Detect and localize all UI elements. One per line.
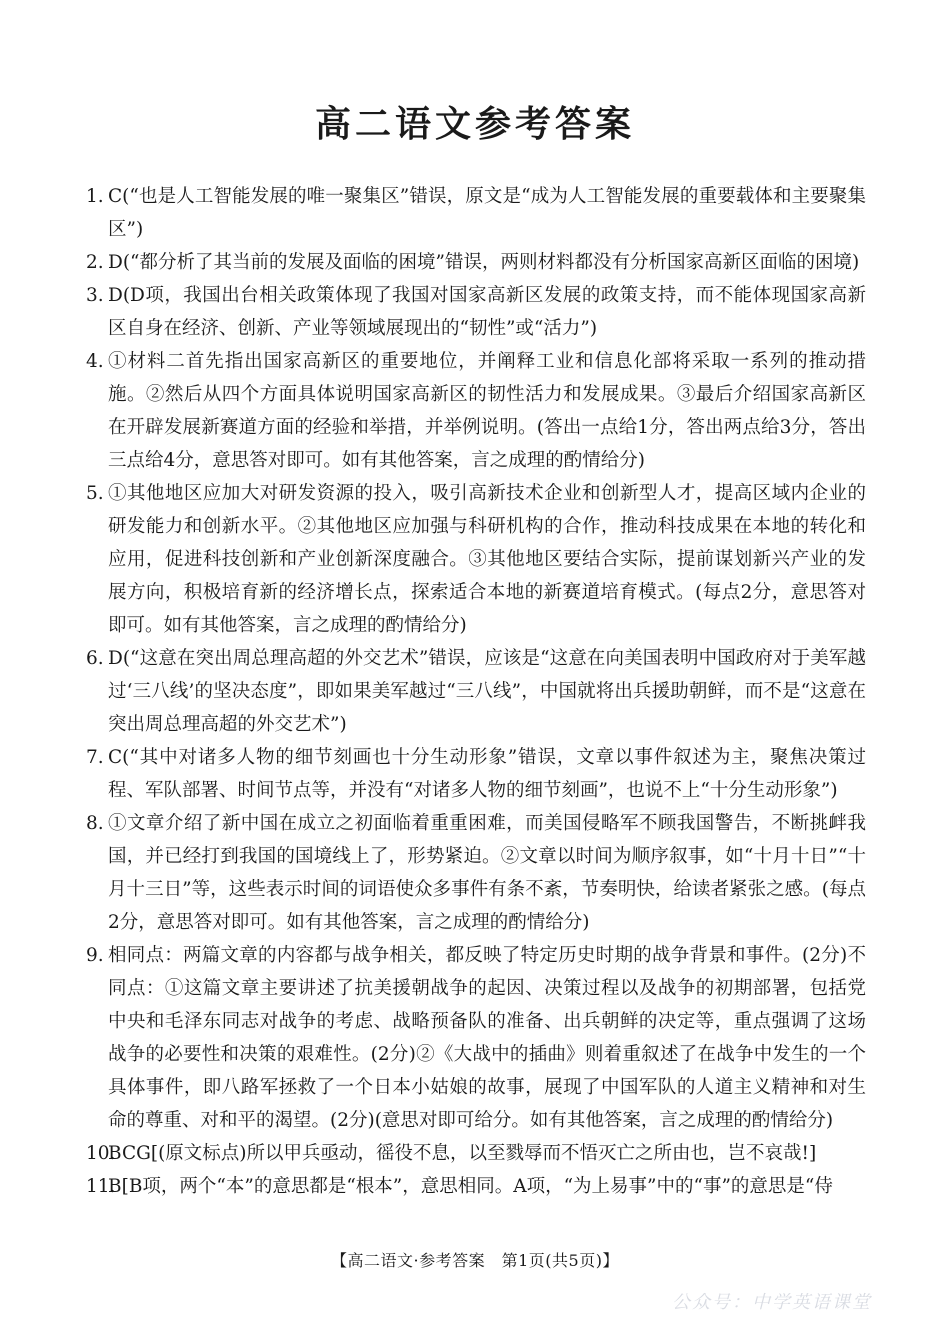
item-text: C(“其中对诸多人物的细节刻画也十分生动形象”错误，文章以事件叙述为主，聚焦决策过程、军队部署、时间节点等，并没有“对诸多人物的细节刻画”，也说不上“十分生动形象”) bbox=[108, 747, 866, 801]
item-text: ①其他地区应加大对研发资源的投入，吸引高新技术企业和创新型人才，提高区域内企业的研发能力和创新水平。②其他地区应加强与科研机构的合作，推动科技成果在本地的转化和应用，促进科技创新和产业创新深度融合。③其他地区要结合实际，提前谋划新兴产业的发展方向，积极培育新的经济增长点，探索适合本地的新赛道培育模式。(每点2分，意思答对即可。如有其他答案，言之成理的酌情给分) bbox=[108, 483, 866, 636]
item-number: 7. bbox=[86, 747, 104, 768]
item-text: BCG[(原文标点)所以甲兵亟动，徭役不息，以至戮辱而不悟灭亡之所由也，岂不哀哉!] bbox=[108, 1143, 817, 1164]
item-text: ①文章介绍了新中国在成立之初面临着重重困难，而美国侵略军不顾我国警告，不断挑衅我国，并已经打到我国的国境线上了，形势紧迫。②文章以时间为顺序叙事，如“十月十日”“十月十三日”等，这些表示时间的词语使众多事件有条不紊，节奏明快，给读者紧张之感。(每点2分，意思答对即可。如有其他答案，言之成理的酌情给分) bbox=[108, 813, 866, 933]
item-text: D(“都分析了其当前的发展及面临的困境”错误，两则材料都没有分析国家高新区面临的困境) bbox=[108, 252, 860, 273]
answer-item-3 bbox=[86, 279, 866, 345]
item-number: 1. bbox=[86, 186, 104, 207]
item-text: D(D项，我国出台相关政策体现了我国对国家高新区发展的政策支持，而不能体现国家高新区自身在经济、创新、产业等领域展现出的“韧性”或“活力”) bbox=[108, 285, 866, 339]
item-number: 4. bbox=[86, 351, 104, 372]
item-text: B[B项，两个“本”的意思都是“根本”，意思相同。A项，“为上易事”中的“事”的意思是“侍 bbox=[108, 1176, 833, 1197]
item-number: 8. bbox=[86, 813, 104, 834]
answer-item-5 bbox=[86, 477, 866, 642]
item-text: D(“这意在突出周总理高超的外交艺术”错误，应该是“这意在向美国表明中国政府对于美军越过‘三八线’的坚决态度”，即如果美军越过“三八线”，中国就将出兵援助朝鲜，而不是“这意在突出周总理高超的外交艺术”) bbox=[108, 648, 866, 735]
item-number: 10. bbox=[86, 1143, 116, 1164]
item-text: 相同点：两篇文章的内容都与战争相关，都反映了特定历史时期的战争背景和事件。(2分)不同点：①这篇文章主要讲述了抗美援朝战争的起因、决策过程以及战争的初期部署，包括党中央和毛泽东同志对战争的考虑、战略预备队的准备、出兵朝鲜的决定等，重点强调了这场战争的必要性和决策的艰难性。(2分)②《大战中的插曲》则着重叙述了在战争中发生的一个具体事件，即八路军拯救了一个日本小姑娘的故事，展现了中国军队的人道主义精神和对生命的尊重、对和平的渴望。(2分)(意思对即可给分。如有其他答案，言之成理的酌情给分) bbox=[108, 945, 866, 1131]
item-number: 9. bbox=[86, 945, 104, 966]
page-footer: 【高二语文·参考答案 第1页(共5页)】 bbox=[331, 1251, 619, 1270]
item-text: ①材料二首先指出国家高新区的重要地位，并阐释工业和信息化部将采取一系列的推动措施。②然后从四个方面具体说明国家高新区的韧性活力和发展成果。③最后介绍国家高新区在开辟发展新赛道方面的经验和举措，并举例说明。(答出一点给1分，答出两点给3分，答出三点给4分，意思答对即可。如有其他答案，言之成理的酌情给分) bbox=[108, 351, 866, 471]
item-number: 3. bbox=[86, 285, 104, 306]
item-number: 6. bbox=[86, 648, 104, 669]
answer-item-4 bbox=[86, 345, 866, 477]
answer-item-11 bbox=[86, 1170, 866, 1203]
answer-item-9 bbox=[86, 939, 866, 1137]
item-text: C(“也是人工智能发展的唯一聚集区”错误，原文是“成为人工智能发展的重要载体和主要聚集区”) bbox=[108, 186, 866, 240]
answer-list bbox=[86, 180, 866, 1203]
item-number: 2. bbox=[86, 252, 104, 273]
item-number: 11. bbox=[86, 1176, 116, 1197]
answer-item-8 bbox=[86, 807, 866, 939]
answer-item-10 bbox=[86, 1137, 866, 1170]
page-title: 高二语文参考答案 bbox=[314, 103, 635, 145]
watermark: 公众号：中学英语课堂 bbox=[672, 1292, 872, 1313]
answer-item-2 bbox=[86, 246, 866, 279]
item-number: 5. bbox=[86, 483, 104, 504]
answer-item-6 bbox=[86, 642, 866, 741]
answer-item-1 bbox=[86, 180, 866, 246]
answer-item-7 bbox=[86, 741, 866, 807]
